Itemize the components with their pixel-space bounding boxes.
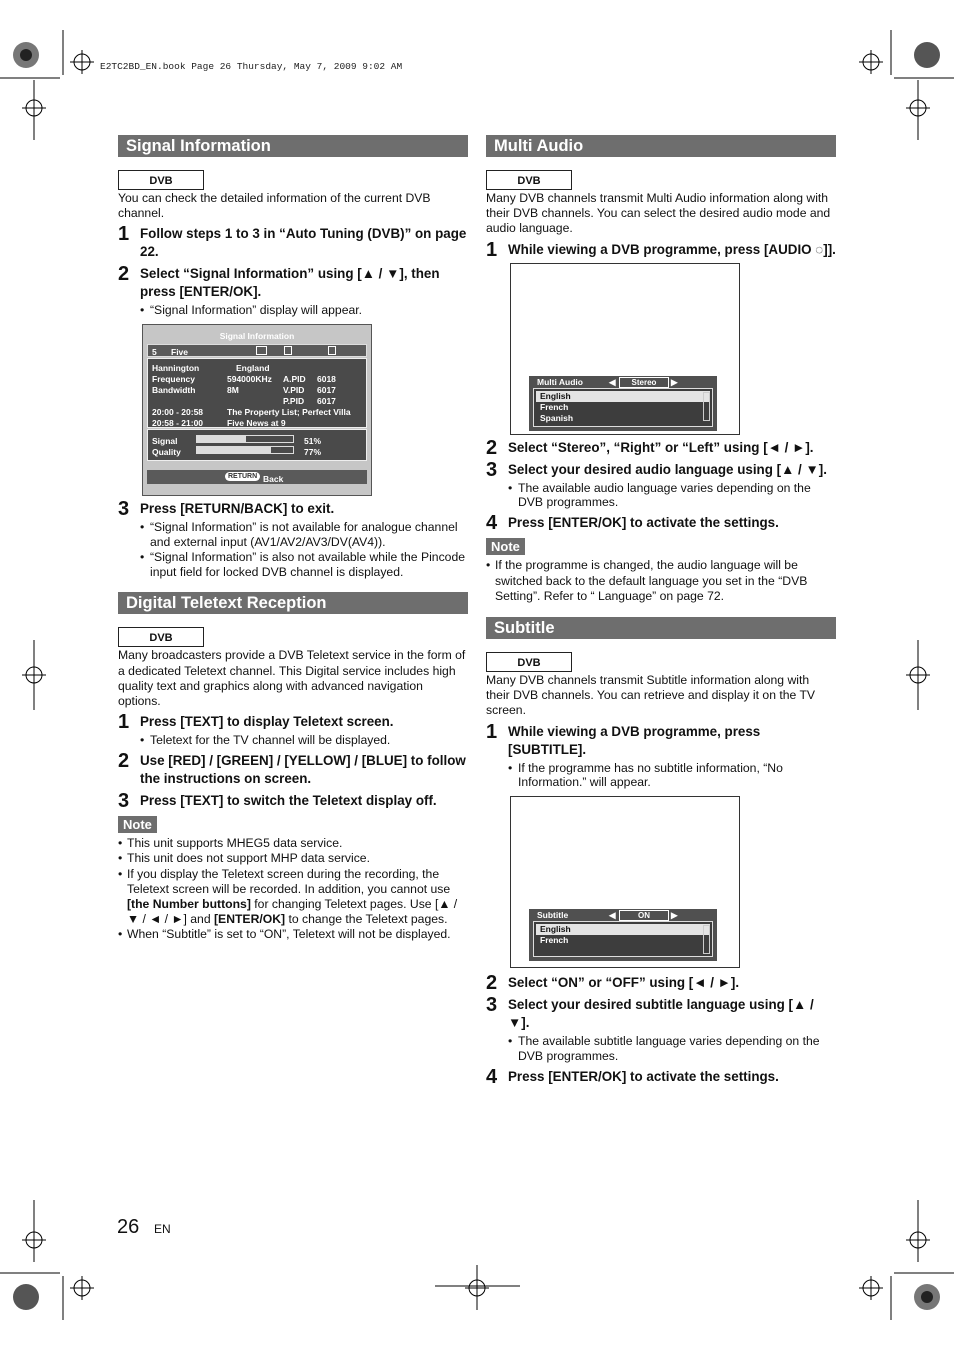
dvb-tag: DVB [486, 652, 572, 672]
step-2: 2 Select “Signal Information” using [▲ / ▼], then press [ENTER/OK]. [118, 263, 440, 300]
arrow-right-icon: ▶ [671, 376, 678, 387]
section-title-multi-audio: Multi Audio [486, 135, 836, 157]
section-title-subtitle: Subtitle [486, 617, 836, 639]
step-4: 4 Press [ENTER/OK] to activate the settings. [486, 512, 779, 535]
bullet: • Teletext for the TV channel will be displayed. [140, 733, 391, 748]
step-3: 3 Select your desired subtitle language using [▲ / ▼]. [486, 994, 814, 1031]
arrow-left-icon: ◀ [609, 376, 616, 387]
note-item: • This unit supports MHEG5 data service. [118, 836, 343, 851]
step-3: 3 Select your desired audio language using [▲ / ▼]. [486, 458, 827, 481]
lock-icon [284, 346, 292, 355]
list-item: English [536, 924, 710, 935]
note-item: • This unit does not support MHP data service. [118, 851, 370, 866]
step-2: 2 Select “Stereo”, “Right” or “Left” using [◄ / ►]. [486, 436, 814, 459]
multi-audio-intro: Many DVB channels transmit Multi Audio information along with their DVB channels. You can select the desired audio mode and audio language. [486, 191, 831, 236]
quality-meter [196, 446, 294, 454]
return-key-icon: RETURN [225, 472, 260, 481]
arrow-right-icon: ▶ [671, 910, 678, 921]
note-label: Note [118, 816, 157, 833]
signal-meter [196, 435, 294, 443]
list-item: English [536, 391, 710, 402]
bullet: • If the programme has no subtitle information, “No Information.” will appear. [508, 760, 783, 790]
right-column [486, 135, 836, 1086]
list-item: French [540, 401, 569, 412]
bullet: • The available subtitle language varies depending on the DVB programmes. [508, 1034, 820, 1064]
section-title-signal-information: Signal Information [118, 135, 468, 157]
dvb-tag: DVB [486, 170, 572, 190]
arrow-left-icon: ◀ [609, 910, 616, 921]
left-column [118, 135, 468, 943]
page-number: 26 [117, 1216, 140, 1238]
step-1: 1 While viewing a DVB programme, press [AUDIO ◌]]. [486, 238, 836, 261]
scrollbar [703, 925, 710, 954]
lock-icon [328, 346, 336, 355]
dvb-tag: DVB [118, 170, 204, 190]
language-code: EN [154, 1222, 171, 1236]
section-title-teletext: Digital Teletext Reception [118, 592, 468, 614]
list-item: French [540, 935, 569, 946]
step-1: 1 Follow steps 1 to 3 in “Auto Tuning (DVB)” on page 22. [118, 223, 467, 260]
teletext-intro: Many broadcasters provide a DVB Teletext service in the form of a dedicated Teletext channel. This Digital service includes high quality text and graphics along with advanced navigation options. [118, 648, 466, 708]
mail-icon [256, 346, 267, 355]
step-2: 2 Select “ON” or “OFF” using [◄ / ►]. [486, 972, 740, 995]
bullet: • The available audio language varies depending on the DVB programmes. [508, 480, 811, 510]
subtitle-menu: Subtitle ◀ ON ▶ English French [529, 909, 717, 961]
dvb-tag: DVB [118, 627, 204, 647]
step-4: 4 Press [ENTER/OK] to activate the settings. [486, 1065, 779, 1088]
note-label: Note [486, 538, 525, 555]
multi-audio-menu: Multi Audio ◀ Stereo ▶ English French Spanish [529, 376, 717, 431]
note-item: • If you display the Teletext screen during the recording, the Teletext screen will be recorded. In addition, you cannot use [the Number buttons] for changing Teletext pages. Use [▲ / ▼ / ◄ / ►] and [ENTER/OK] to change the Teletext pages. [118, 866, 458, 927]
subtitle-intro: Many DVB channels transmit Subtitle information along with their DVB channels. You can retrieve and display it on the TV screen. [486, 673, 816, 718]
bullet: • “Signal Information” is also not available while the Pincode input field for locked DVB channel is displayed. [140, 549, 466, 579]
note-item: • If the programme is changed, the audio language will be switched back to the default language you set in the “DVB Setting”. Refer to “ Language” on page 72. [486, 558, 808, 603]
scrollbar [703, 392, 710, 421]
list-item: Spanish [540, 412, 574, 423]
note-item: • When “Subtitle” is set to “ON”, Teletext will not be displayed. [118, 927, 451, 942]
step-3: 3 Press [TEXT] to switch the Teletext display off. [118, 790, 437, 812]
signal-information-screen: Signal Information 5 Five Hannington England Frequency 594000KHz A.PID 6018 Bandwidth 8M V.PID 6017 P.PID 6017 20:00 - 20:58 The Property List; Perfect Villa 20:58 - 21:00 Five News at 9 Signal 51% Quality 77% RETURN Back [142, 324, 372, 496]
bullet: • “Signal Information” is not available for analogue channel and external input (AV1/AV2/AV3/DV(AV4)). [140, 520, 458, 549]
print-header: E2TC2BD_EN.book Page 26 Thursday, May 7, 2009 9:02 AM [100, 61, 403, 72]
step-3: 3 Press [RETURN/BACK] to exit. [118, 498, 335, 521]
step-2: 2 Use [RED] / [GREEN] / [YELLOW] / [BLUE] to follow the instructions on screen. [118, 750, 466, 786]
bullet: • “Signal Information” display will appear. [140, 303, 363, 318]
multi-audio-screen [510, 263, 740, 435]
step-1: 1 Press [TEXT] to display Teletext screen. [118, 711, 394, 734]
step-1: 1 While viewing a DVB programme, press [SUBTITLE]. [486, 720, 761, 757]
signal-intro: You can check the detailed information of the current DVB channel. [118, 191, 431, 221]
subtitle-screen [510, 796, 740, 968]
